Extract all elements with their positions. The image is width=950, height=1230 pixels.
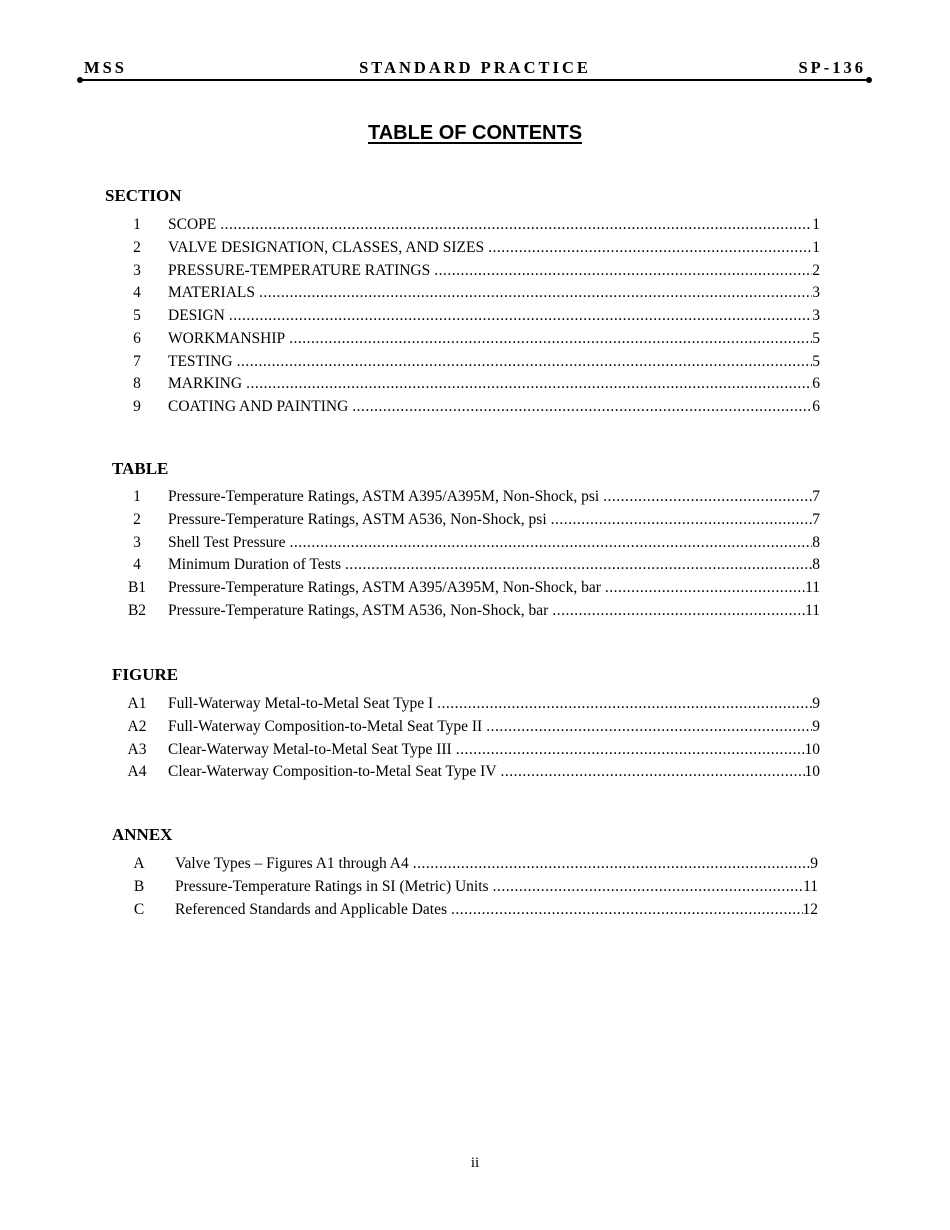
toc-entry-number: B xyxy=(133,877,145,895)
toc-entry-number: 1 xyxy=(133,488,141,505)
toc-entry[interactable] xyxy=(0,260,950,283)
toc-entry-title: MATERIALS xyxy=(168,284,255,302)
toc-entry-title: Pressure-Temperature Ratings, ASTM A536, Non-Shock, psi xyxy=(168,510,547,528)
toc-group-heading: FIGURE xyxy=(112,665,179,684)
toc-group-heading: SECTION xyxy=(105,186,182,205)
toc-entry-title: Pressure-Temperature Ratings, ASTM A395/A395M, Non-Shock, bar xyxy=(168,579,601,596)
toc-entry-title: Minimum Duration of Tests xyxy=(168,556,341,574)
toc-entry-title: Clear-Waterway Metal-to-Metal Seat Type III xyxy=(168,740,452,758)
toc-entry-line xyxy=(175,876,818,899)
toc-entry-line xyxy=(168,373,820,396)
toc-entry-page: 11 xyxy=(803,877,818,895)
dot-leader xyxy=(220,214,812,237)
toc-entry[interactable] xyxy=(0,853,950,876)
toc-entry[interactable] xyxy=(0,693,950,716)
toc-entry[interactable] xyxy=(0,305,950,328)
dot-leader xyxy=(488,237,812,260)
toc-entry-number: A4 xyxy=(127,763,147,781)
toc-entry-list xyxy=(0,853,950,921)
toc-entry-page: 5 xyxy=(812,352,820,370)
toc-entry[interactable] xyxy=(0,396,950,419)
dot-leader xyxy=(552,600,805,623)
toc-entry-page: 9 xyxy=(812,695,820,712)
dot-leader xyxy=(605,577,805,600)
toc-entry-title: MARKING xyxy=(168,375,243,393)
toc-entry-number: 7 xyxy=(133,352,141,370)
toc-entry-number: A3 xyxy=(127,740,147,758)
toc-entry[interactable] xyxy=(0,328,950,351)
dot-leader xyxy=(434,260,812,283)
dot-leader xyxy=(413,853,811,876)
toc-entry-title: Clear-Waterway Composition-to-Metal Seat Type IV xyxy=(168,763,497,781)
toc-entry-number: 3 xyxy=(133,261,141,279)
toc-entry-page: 7 xyxy=(812,510,820,528)
toc-entry-line xyxy=(168,260,820,283)
toc-entry-line xyxy=(168,554,820,577)
header-document-number: SP-136 xyxy=(798,58,866,77)
toc-entry-page: 8 xyxy=(812,533,820,551)
toc-entry-number: A2 xyxy=(127,717,147,735)
toc-entry[interactable] xyxy=(0,716,950,739)
toc-entry[interactable] xyxy=(0,532,950,555)
toc-entry-line xyxy=(168,237,820,260)
toc-entry-number: 4 xyxy=(133,284,141,302)
toc-entry-number: A1 xyxy=(127,695,147,712)
toc-entry[interactable] xyxy=(0,554,950,577)
toc-entry-number: 8 xyxy=(133,375,141,393)
toc-entry[interactable] xyxy=(0,600,950,623)
page-title: TABLE OF CONTENTS xyxy=(367,122,583,144)
toc-entry-page: 3 xyxy=(812,284,820,302)
toc-entry[interactable] xyxy=(0,577,950,600)
dot-leader xyxy=(551,509,813,532)
dot-leader xyxy=(289,532,812,555)
toc-entry-title: Pressure-Temperature Ratings, ASTM A536, Non-Shock, bar xyxy=(168,601,549,619)
toc-entry-page: 3 xyxy=(812,307,820,324)
toc-entry-page: 10 xyxy=(804,740,820,758)
toc-entry-list xyxy=(0,693,950,784)
toc-entry-page: 9 xyxy=(810,855,818,872)
toc-entry-number: A xyxy=(133,855,145,872)
dot-leader xyxy=(345,554,812,577)
toc-entry-page: 1 xyxy=(812,238,820,256)
toc-entry-title: Pressure-Temperature Ratings, ASTM A395/A395M, Non-Shock, psi xyxy=(168,488,600,505)
toc-entry-title: PRESSURE-TEMPERATURE RATINGS xyxy=(168,261,431,279)
dot-leader xyxy=(493,876,803,899)
page-number: ii xyxy=(470,1155,480,1171)
dot-leader xyxy=(352,396,812,419)
toc-entry-line xyxy=(168,577,820,600)
toc-entry-line xyxy=(168,739,820,762)
toc-entry-number: 5 xyxy=(133,307,141,324)
toc-entry-number: 2 xyxy=(133,510,141,528)
toc-entry-number: 3 xyxy=(133,533,141,551)
toc-entry-number: 4 xyxy=(133,556,141,574)
toc-entry-line xyxy=(168,486,820,509)
dot-leader xyxy=(246,373,812,396)
toc-entry-page: 5 xyxy=(812,329,820,347)
toc-entry-line xyxy=(168,761,820,784)
toc-entry-page: 11 xyxy=(805,601,820,619)
toc-entry-page: 8 xyxy=(812,556,820,574)
toc-entry-line xyxy=(168,305,820,328)
header-document-type: STANDARD PRACTICE xyxy=(359,58,591,77)
dot-leader xyxy=(456,739,805,762)
dot-leader xyxy=(259,282,812,305)
toc-entry-number: 2 xyxy=(133,238,141,256)
toc-entry[interactable] xyxy=(0,351,950,374)
toc-entry-number: B2 xyxy=(127,601,147,619)
toc-entry[interactable] xyxy=(0,282,950,305)
toc-entry-page: 7 xyxy=(812,488,820,505)
toc-entry[interactable] xyxy=(0,486,950,509)
toc-entry-title: Full-Waterway Composition-to-Metal Seat Type II xyxy=(168,717,483,735)
toc-entry-title: TESTING xyxy=(168,352,233,370)
toc-entry-page: 11 xyxy=(805,579,820,596)
header-organization: MSS xyxy=(84,58,127,77)
dot-leader xyxy=(486,716,812,739)
dot-leader xyxy=(237,351,813,374)
dot-leader xyxy=(603,486,812,509)
toc-group-heading: TABLE xyxy=(112,459,169,478)
toc-group-heading: ANNEX xyxy=(112,825,173,844)
dot-leader xyxy=(229,305,812,328)
toc-entry[interactable] xyxy=(0,899,950,922)
toc-entry-line xyxy=(168,600,820,623)
toc-entry-page: 6 xyxy=(812,398,820,415)
running-header xyxy=(84,58,866,78)
toc-entry-title: COATING AND PAINTING xyxy=(168,398,349,415)
toc-entry-line xyxy=(168,351,820,374)
toc-entry-title: Referenced Standards and Applicable Dates xyxy=(175,900,448,918)
toc-entry-title: Pressure-Temperature Ratings in SI (Metric) Units xyxy=(175,877,489,895)
toc-entry-title: VALVE DESIGNATION, CLASSES, AND SIZES xyxy=(168,238,485,256)
toc-entry-number: B1 xyxy=(127,579,147,596)
dot-leader xyxy=(501,761,805,784)
toc-entry-title: SCOPE xyxy=(168,216,217,233)
toc-entry-line xyxy=(175,899,818,922)
toc-entry-title: WORKMANSHIP xyxy=(168,329,286,347)
toc-entry[interactable] xyxy=(0,509,950,532)
header-rule xyxy=(80,79,870,81)
toc-entry-line xyxy=(168,716,820,739)
toc-entry-page: 9 xyxy=(812,717,820,735)
toc-entry-line xyxy=(168,282,820,305)
toc-entry-list xyxy=(0,486,950,623)
header-rule-end-dot-left xyxy=(77,77,83,83)
toc-entry-number: C xyxy=(133,900,145,918)
toc-entry-title: Full-Waterway Metal-to-Metal Seat Type I xyxy=(168,695,434,712)
toc-entry-page: 10 xyxy=(804,763,820,781)
toc-entry[interactable] xyxy=(0,237,950,260)
toc-entry[interactable] xyxy=(0,739,950,762)
toc-entry-page: 2 xyxy=(812,261,820,279)
toc-entry-number: 6 xyxy=(133,329,141,347)
toc-entry-line xyxy=(168,509,820,532)
dot-leader xyxy=(289,328,812,351)
toc-entry-title: DESIGN xyxy=(168,307,225,324)
toc-entry-title: Shell Test Pressure xyxy=(168,533,286,551)
toc-entry-line xyxy=(168,214,820,237)
toc-entry[interactable] xyxy=(0,373,950,396)
toc-entry-line xyxy=(168,396,820,419)
toc-entry-page: 1 xyxy=(812,216,820,233)
toc-entry-list xyxy=(0,214,950,419)
toc-entry-page: 6 xyxy=(812,375,820,393)
toc-entry-line xyxy=(168,532,820,555)
toc-entry-line xyxy=(168,693,820,716)
toc-entry[interactable] xyxy=(0,214,950,237)
toc-entry-title: Valve Types – Figures A1 through A4 xyxy=(175,855,409,872)
toc-entry[interactable] xyxy=(0,876,950,899)
dot-leader xyxy=(437,693,812,716)
toc-entry-number: 1 xyxy=(133,216,141,233)
toc-entry-line xyxy=(175,853,818,876)
toc-entry[interactable] xyxy=(0,761,950,784)
header-rule-end-dot-right xyxy=(866,77,872,83)
dot-leader xyxy=(451,899,802,922)
toc-entry-page: 12 xyxy=(802,900,818,918)
toc-entry-line xyxy=(168,328,820,351)
toc-entry-number: 9 xyxy=(133,398,141,415)
